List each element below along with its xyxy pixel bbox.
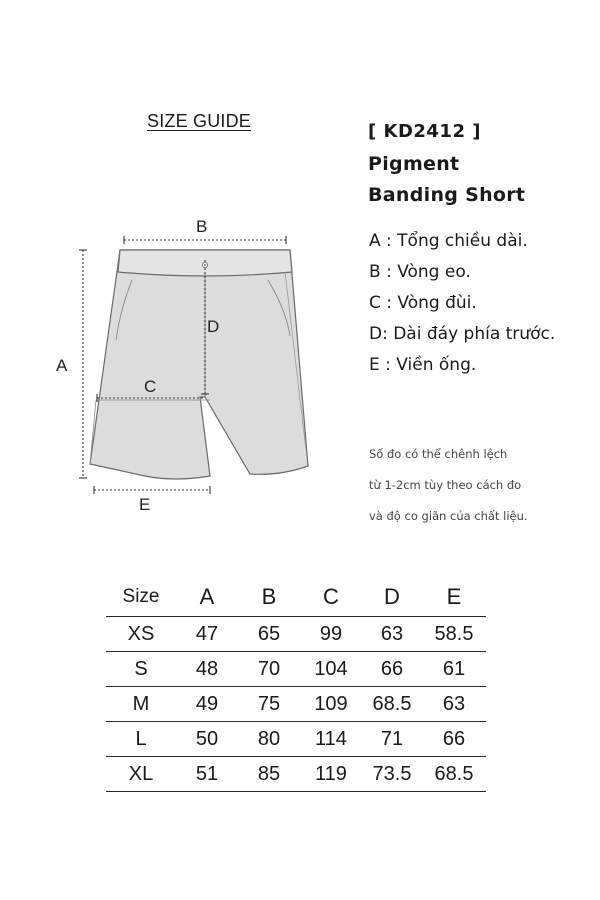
cell-d: 63 — [380, 622, 404, 645]
measure-e — [94, 486, 210, 494]
cell-b: 80 — [257, 727, 281, 750]
cell-e: 61 — [442, 657, 466, 680]
table-row — [106, 652, 486, 687]
legend-item-c: C : Vòng đùi. — [369, 293, 477, 313]
cell-size: L — [135, 727, 147, 750]
note-line-1: Số đo có thể chênh lệch — [369, 447, 508, 461]
cell-a: 50 — [195, 727, 219, 750]
shorts-outline — [90, 250, 308, 479]
table-row — [106, 617, 486, 652]
cell-size: M — [132, 692, 150, 715]
cell-e: 68.5 — [434, 762, 474, 785]
label-e: E — [139, 495, 151, 510]
cell-a: 51 — [195, 762, 219, 785]
cell-c: 119 — [315, 762, 347, 785]
legend-item-a: A : Tổng chiều dài. — [369, 231, 528, 251]
size-table — [106, 578, 486, 792]
table-header-row — [106, 578, 486, 617]
cell-d: 71 — [380, 727, 404, 750]
legend-item-b: B : Vòng eo. — [369, 262, 471, 282]
header-e: E — [446, 584, 462, 609]
cell-b: 65 — [257, 622, 281, 645]
cell-c: 114 — [315, 727, 347, 750]
measure-b — [124, 236, 286, 244]
header-a: A — [199, 584, 215, 609]
label-a: A — [56, 356, 68, 375]
cell-c: 104 — [314, 657, 348, 680]
header-c: C — [323, 584, 339, 609]
header-b: B — [261, 584, 277, 609]
cell-size: XS — [127, 622, 155, 645]
table-row — [106, 722, 486, 757]
product-name-line-1: Pigment — [368, 153, 460, 175]
note-line-2: từ 1-2cm tùy theo cách đo — [369, 478, 522, 492]
cell-a: 47 — [195, 622, 219, 645]
cell-size: XL — [128, 762, 154, 785]
cell-e: 66 — [442, 727, 466, 750]
cell-e: 58.5 — [434, 622, 474, 645]
cell-b: 70 — [257, 657, 281, 680]
cell-b: 75 — [257, 692, 281, 715]
cell-b: 85 — [257, 762, 281, 785]
cell-e: 63 — [442, 692, 466, 715]
product-name-line-2: Banding Short — [368, 184, 526, 206]
header-d: D — [384, 584, 400, 609]
table-row — [106, 757, 486, 792]
product-code: [ KD2412 ] — [368, 121, 481, 142]
note-line-3: và độ co giãn của chất liệu. — [369, 509, 528, 523]
size-guide-title: SIZE GUIDE — [147, 111, 252, 131]
table-row — [106, 687, 486, 722]
cell-size: S — [134, 657, 148, 680]
cell-c: 109 — [314, 692, 348, 715]
label-b: B — [196, 217, 208, 236]
legend-item-e: E : Viền ống. — [369, 355, 477, 375]
label-d: D — [207, 317, 220, 336]
cell-d: 68.5 — [372, 692, 412, 715]
header-size: Size — [122, 586, 160, 607]
cell-d: 73.5 — [372, 762, 412, 785]
cell-a: 49 — [195, 692, 219, 715]
shorts-diagram — [50, 210, 330, 510]
legend-item-d: D: Dài đáy phía trước. — [369, 324, 556, 344]
cell-a: 48 — [195, 657, 219, 680]
measure-a — [79, 250, 87, 478]
cell-d: 66 — [380, 657, 404, 680]
cell-c: 99 — [319, 622, 343, 645]
label-c: C — [144, 377, 157, 396]
